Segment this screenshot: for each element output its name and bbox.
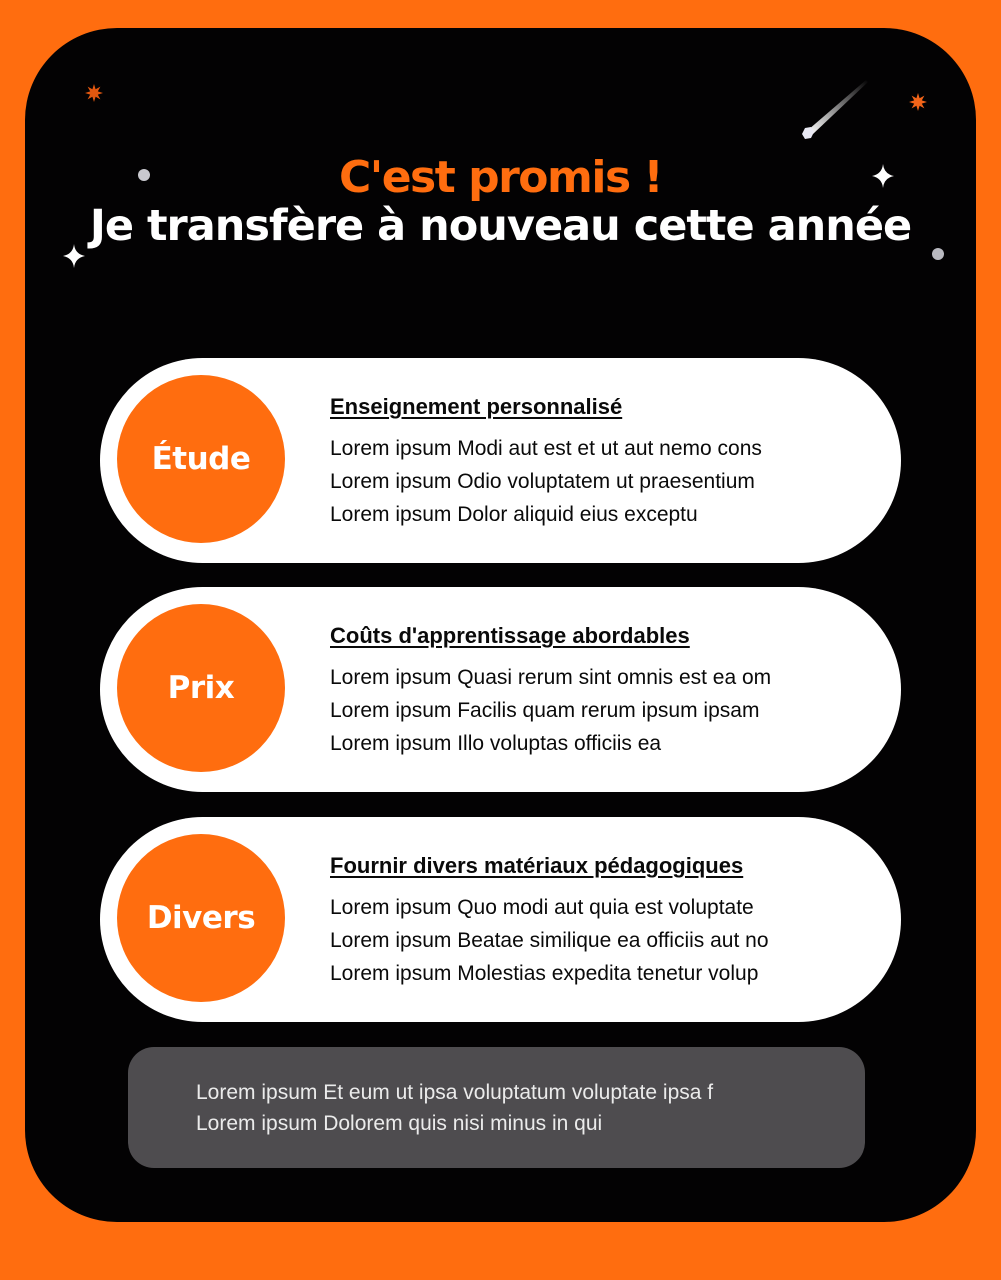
orange-star-icon [85,84,103,102]
category-badge [117,834,285,1002]
feature-card [100,817,901,1022]
card-line: Lorem ipsum Odio voluptatem ut praesentium [330,470,755,493]
card-text [330,394,762,531]
card-line: Lorem ipsum Modi aut est et ut aut nemo cons [330,437,762,460]
category-badge [117,375,285,543]
orange-star-icon [909,93,927,111]
page-title: Je transfère à nouveau cette année [89,201,912,251]
card-line: Lorem ipsum Molestias expedita tenetur volup [330,962,759,985]
card-line: Lorem ipsum Illo voluptas officiis ea [330,732,662,755]
grey-dot-icon [932,248,944,260]
note-line: Lorem ipsum Dolorem quis nisi minus in qui [196,1112,603,1135]
feature-card [100,587,901,792]
card-text [330,853,769,990]
card-heading: Coûts d'apprentissage abordables [330,623,690,648]
card-line: Lorem ipsum Beatae similique ea officiis aut no [330,929,769,952]
note-box [128,1047,865,1168]
badge-label: Divers [146,900,256,936]
card-line: Lorem ipsum Quasi rerum sint omnis est ea om [330,666,772,689]
card-heading: Enseignement personnalisé [330,394,623,419]
feature-card [100,358,901,563]
card-line: Lorem ipsum Facilis quam rerum ipsum ipsam [330,699,760,722]
note-text [196,1077,713,1139]
badge-label: Prix [167,670,235,706]
page-subtitle: C'est promis ! [338,152,663,203]
card-heading: Fournir divers matériaux pédagogiques [330,853,744,878]
shooting-star-icon [796,76,870,146]
category-badge [117,604,285,772]
badge-label: Étude [151,441,251,477]
card-line: Lorem ipsum Dolor aliquid eius exceptu [330,503,698,526]
card-line: Lorem ipsum Quo modi aut quia est voluptate [330,896,754,919]
note-line: Lorem ipsum Et eum ut ipsa voluptatum voluptate ipsa f [196,1081,714,1104]
card-text [330,623,771,760]
